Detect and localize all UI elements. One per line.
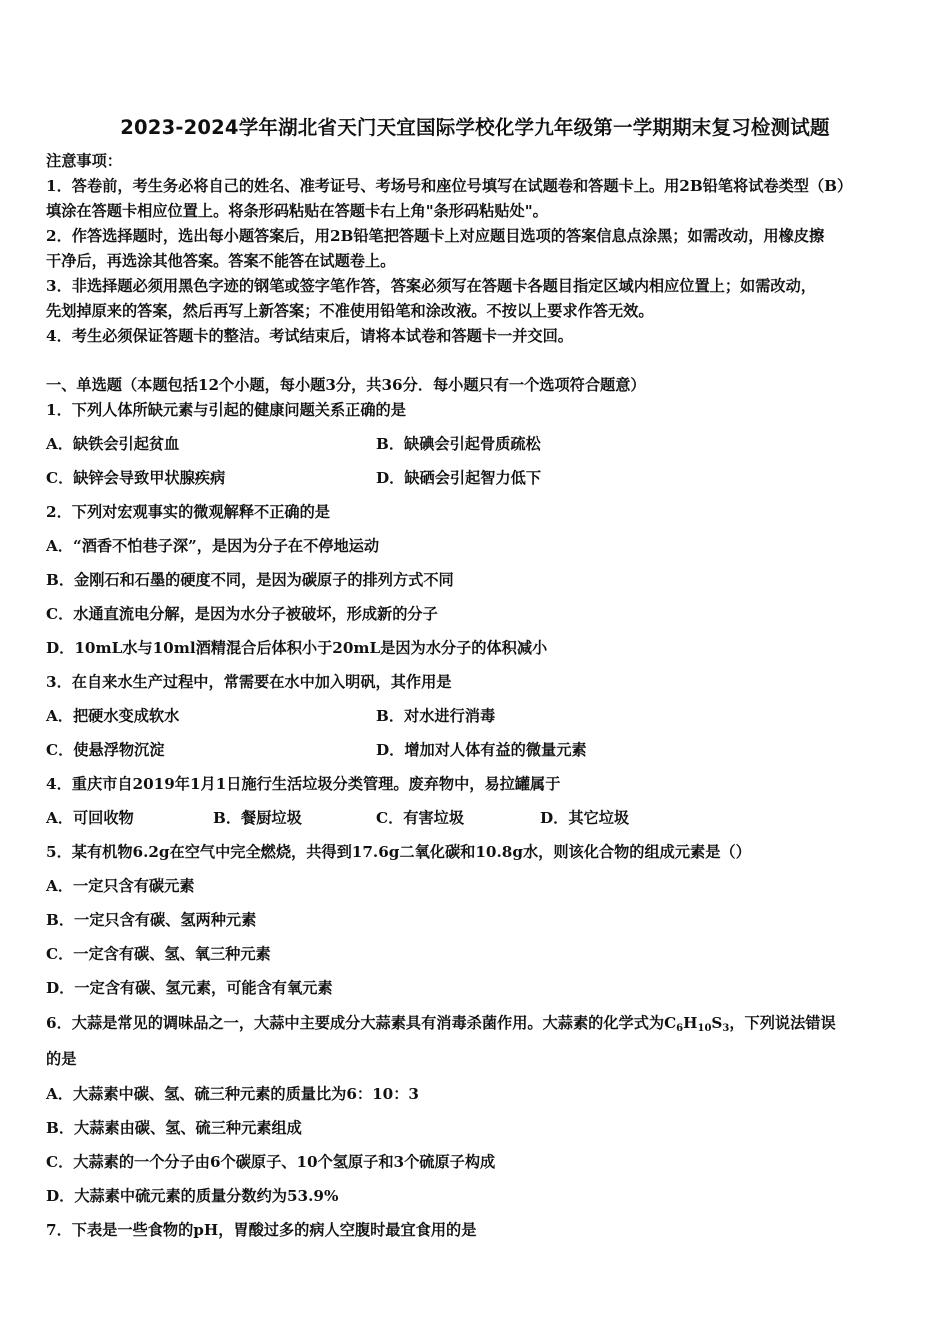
option-d: D．大蒜素中硫元素的质量分数约为53.9% <box>46 1187 339 1205</box>
option-b: B．大蒜素由碳、氢、硫三种元素组成 <box>46 1119 302 1137</box>
notice-line: 2．作答选择题时，选出每小题答案后，用2B铅笔把答题卡上对应题目选项的答案信息点涂黑；如需改动，用橡皮擦 <box>46 227 825 245</box>
option-b: B．对水进行消毒 <box>376 707 496 725</box>
option-d: D．增加对人体有益的微量元素 <box>376 741 587 759</box>
option-c: C．缺锌会导致甲状腺疾病 <box>46 469 226 487</box>
option-d: D．缺硒会引起智力低下 <box>376 469 542 487</box>
option-c: C．一定含有碳、氢、氧三种元素 <box>46 945 271 963</box>
question-stem: 4．重庆市自2019年1月1日施行生活垃圾分类管理。废弃物中，易拉罐属于 <box>46 775 561 793</box>
option-b: B．金刚石和石墨的硬度不同，是因为碳原子的排列方式不同 <box>46 571 454 589</box>
option-b: B．餐厨垃圾 <box>213 809 302 827</box>
notice-line: 1．答卷前，考生务必将自己的姓名、准考证号、考场号和座位号填写在试题卷和答题卡上。用2B铅笔将试卷类型（B） <box>46 177 853 195</box>
option-a: A．一定只含有碳元素 <box>46 877 195 895</box>
notice-line: 4．考生必须保证答题卡的整洁。考试结束后，请将本试卷和答题卡一并交回。 <box>46 327 573 345</box>
notice-heading: 注意事项： <box>46 152 122 170</box>
notice-line: 干净后，再选涂其他答案。答案不能答在试题卷上。 <box>46 252 396 270</box>
option-a: A．把硬水变成软水 <box>46 707 180 725</box>
option-c: C．使悬浮物沉淀 <box>46 741 165 759</box>
section-heading: 一、单选题（本题包括12个小题，每小题3分，共36分．每小题只有一个选项符合题意） <box>46 376 646 394</box>
formula-subscript: 6 <box>676 1023 684 1034</box>
option-b: B．缺碘会引起骨质疏松 <box>376 435 541 453</box>
question-stem: 7．下表是一些食物的pH，胃酸过多的病人空腹时最宜食用的是 <box>46 1221 477 1239</box>
notice-line: 3．非选择题必须用黑色字迹的钢笔或签字笔作答，答案必须写在答题卡各题目指定区域内相应位置上；如需改动， <box>46 277 816 295</box>
question-stem: 5．某有机物6.2g在空气中完全燃烧，共得到17.6g二氧化碳和10.8g水，则该化合物的组成元素是（） <box>46 843 751 861</box>
formula-element: S <box>711 1014 723 1032</box>
formula-element: C <box>664 1014 677 1032</box>
option-d: D．其它垃圾 <box>540 809 630 827</box>
formula-subscript: 10 <box>697 1023 712 1034</box>
option-c: C．有害垃圾 <box>376 809 465 827</box>
option-c: C．水通直流电分解，是因为水分子被破坏，形成新的分子 <box>46 605 438 623</box>
option-c: C．大蒜素的一个分子由6个碳原子、10个氢原子和3个硫原子构成 <box>46 1153 496 1171</box>
option-a: A．大蒜素中碳、氢、硫三种元素的质量比为6：10：3 <box>46 1085 419 1103</box>
formula-subscript: 3 <box>722 1023 730 1034</box>
option-a: A．“酒香不怕巷子深”，是因为分子在不停地运动 <box>46 537 380 555</box>
formula-element: H <box>683 1014 698 1032</box>
stem-text: 6．大蒜是常见的调味品之一，大蒜中主要成分大蒜素具有消毒杀菌作用。大蒜素的化学式为 <box>46 1014 665 1032</box>
option-a: A．可回收物 <box>46 809 134 827</box>
option-d: D．10mL水与10ml酒精混合后体积小于20mL是因为水分子的体积减小 <box>46 639 548 657</box>
question-stem-continued: 的是 <box>46 1050 77 1068</box>
notice-line: 先划掉原来的答案，然后再写上新答案；不准使用铅笔和涂改液。不按以上要求作答无效。 <box>46 302 654 320</box>
notice-line: 填涂在答题卡相应位置上。将条形码粘贴在答题卡右上角"条形码粘贴处"。 <box>46 202 548 220</box>
question-stem <box>46 1012 836 1040</box>
question-stem: 2．下列对宏观事实的微观解释不正确的是 <box>46 503 330 521</box>
option-a: A．缺铁会引起贫血 <box>46 435 180 453</box>
question-stem: 1．下列人体所缺元素与引起的健康问题关系正确的是 <box>46 401 406 419</box>
option-d: D．一定含有碳、氢元素，可能含有氧元素 <box>46 979 333 997</box>
page-title: 2023-2024学年湖北省天门天宜国际学校化学九年级第一学期期末复习检测试题 <box>120 116 830 139</box>
stem-text: ，下列说法错误 <box>729 1014 836 1032</box>
option-b: B．一定只含有碳、氢两种元素 <box>46 911 257 929</box>
question-stem: 3．在自来水生产过程中，常需要在水中加入明矾，其作用是 <box>46 673 452 691</box>
